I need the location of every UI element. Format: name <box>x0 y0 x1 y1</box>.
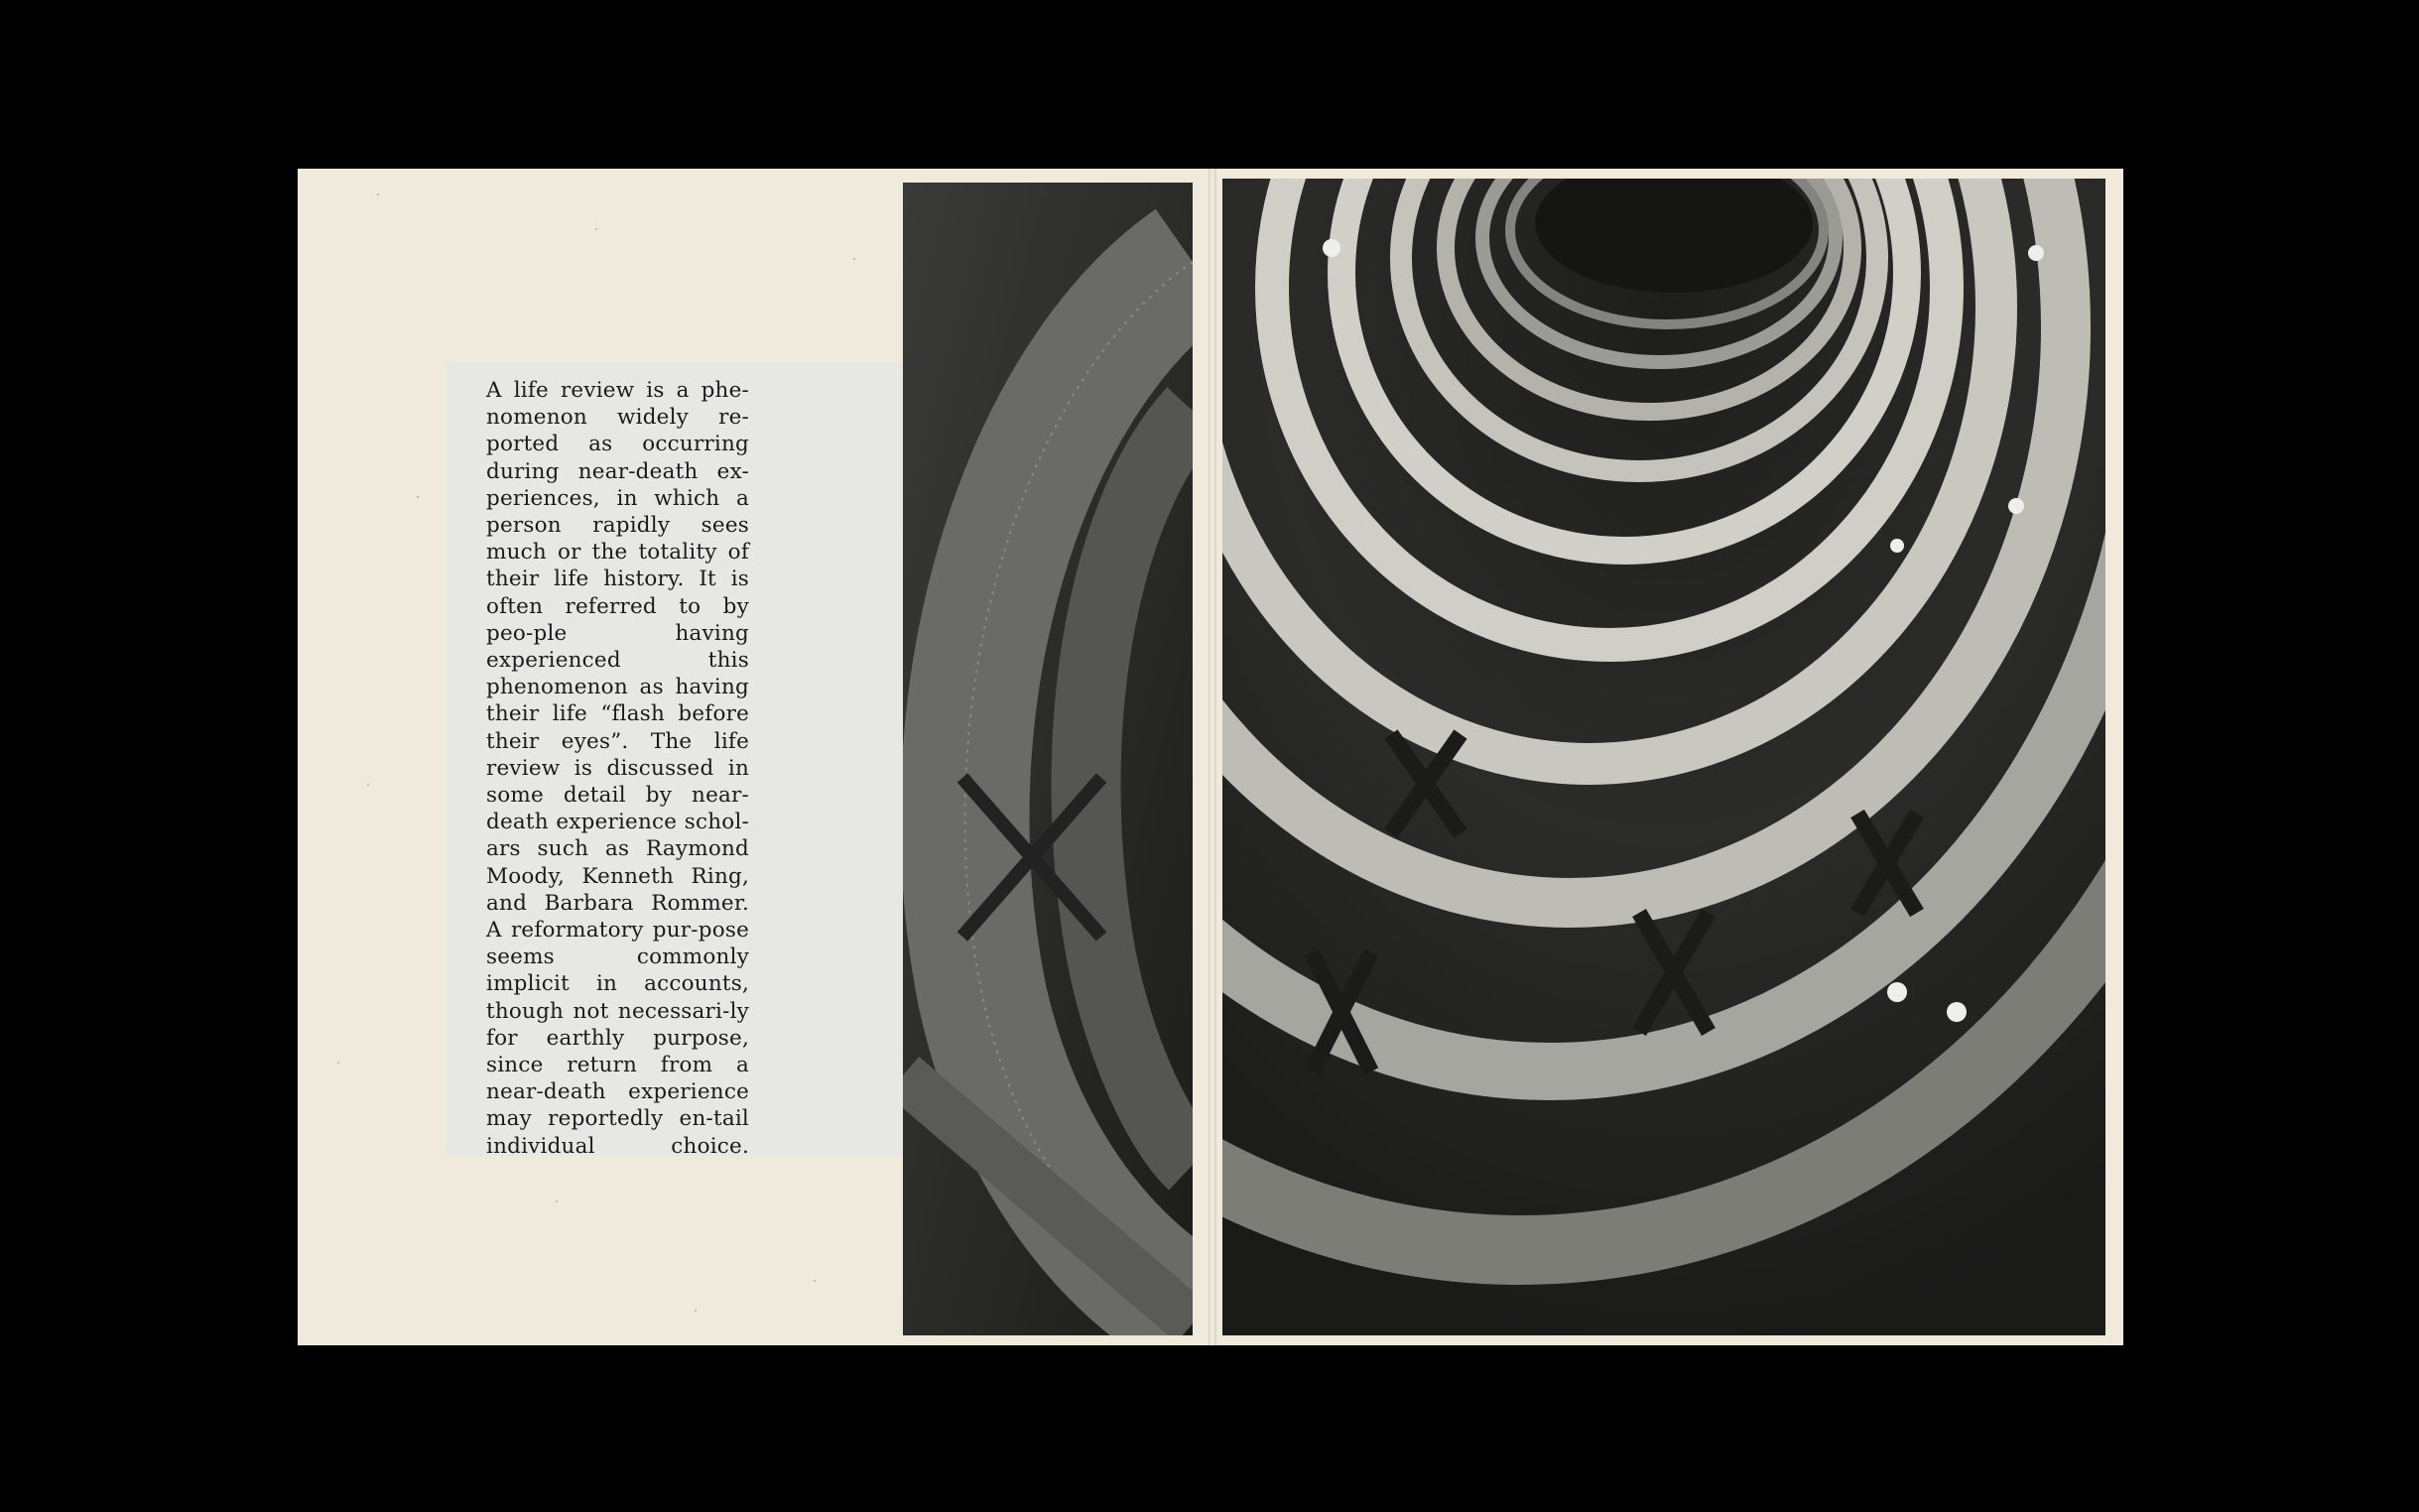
walkway-photo-right-half <box>1222 179 2105 1335</box>
binding-gutter <box>1209 169 1216 1345</box>
magazine-spread <box>298 169 2123 1345</box>
right-page <box>1212 169 2123 1345</box>
article-body-text: A life review is a phe-nomenon widely re-ported as occurring during near-death ex-periences, in which a person rapidly sees much or the totality of their life history. It is often referred to by peo-ple having experienced this phenomenon as having their life “flash before their eyes”. The life review is discussed in some detail by near-death experience schol-ars such as Raymond Moody, Kenneth Ring, and Barbara Rommer. A reformatory pur-pose seems commonly implicit in accounts, though not necessari-ly for earthly purpose, since return from a near-death experience may reportedly en-tail individual choice. <box>486 378 749 1159</box>
left-page <box>298 169 1212 1345</box>
walkway-photo-left-half <box>903 183 1193 1335</box>
